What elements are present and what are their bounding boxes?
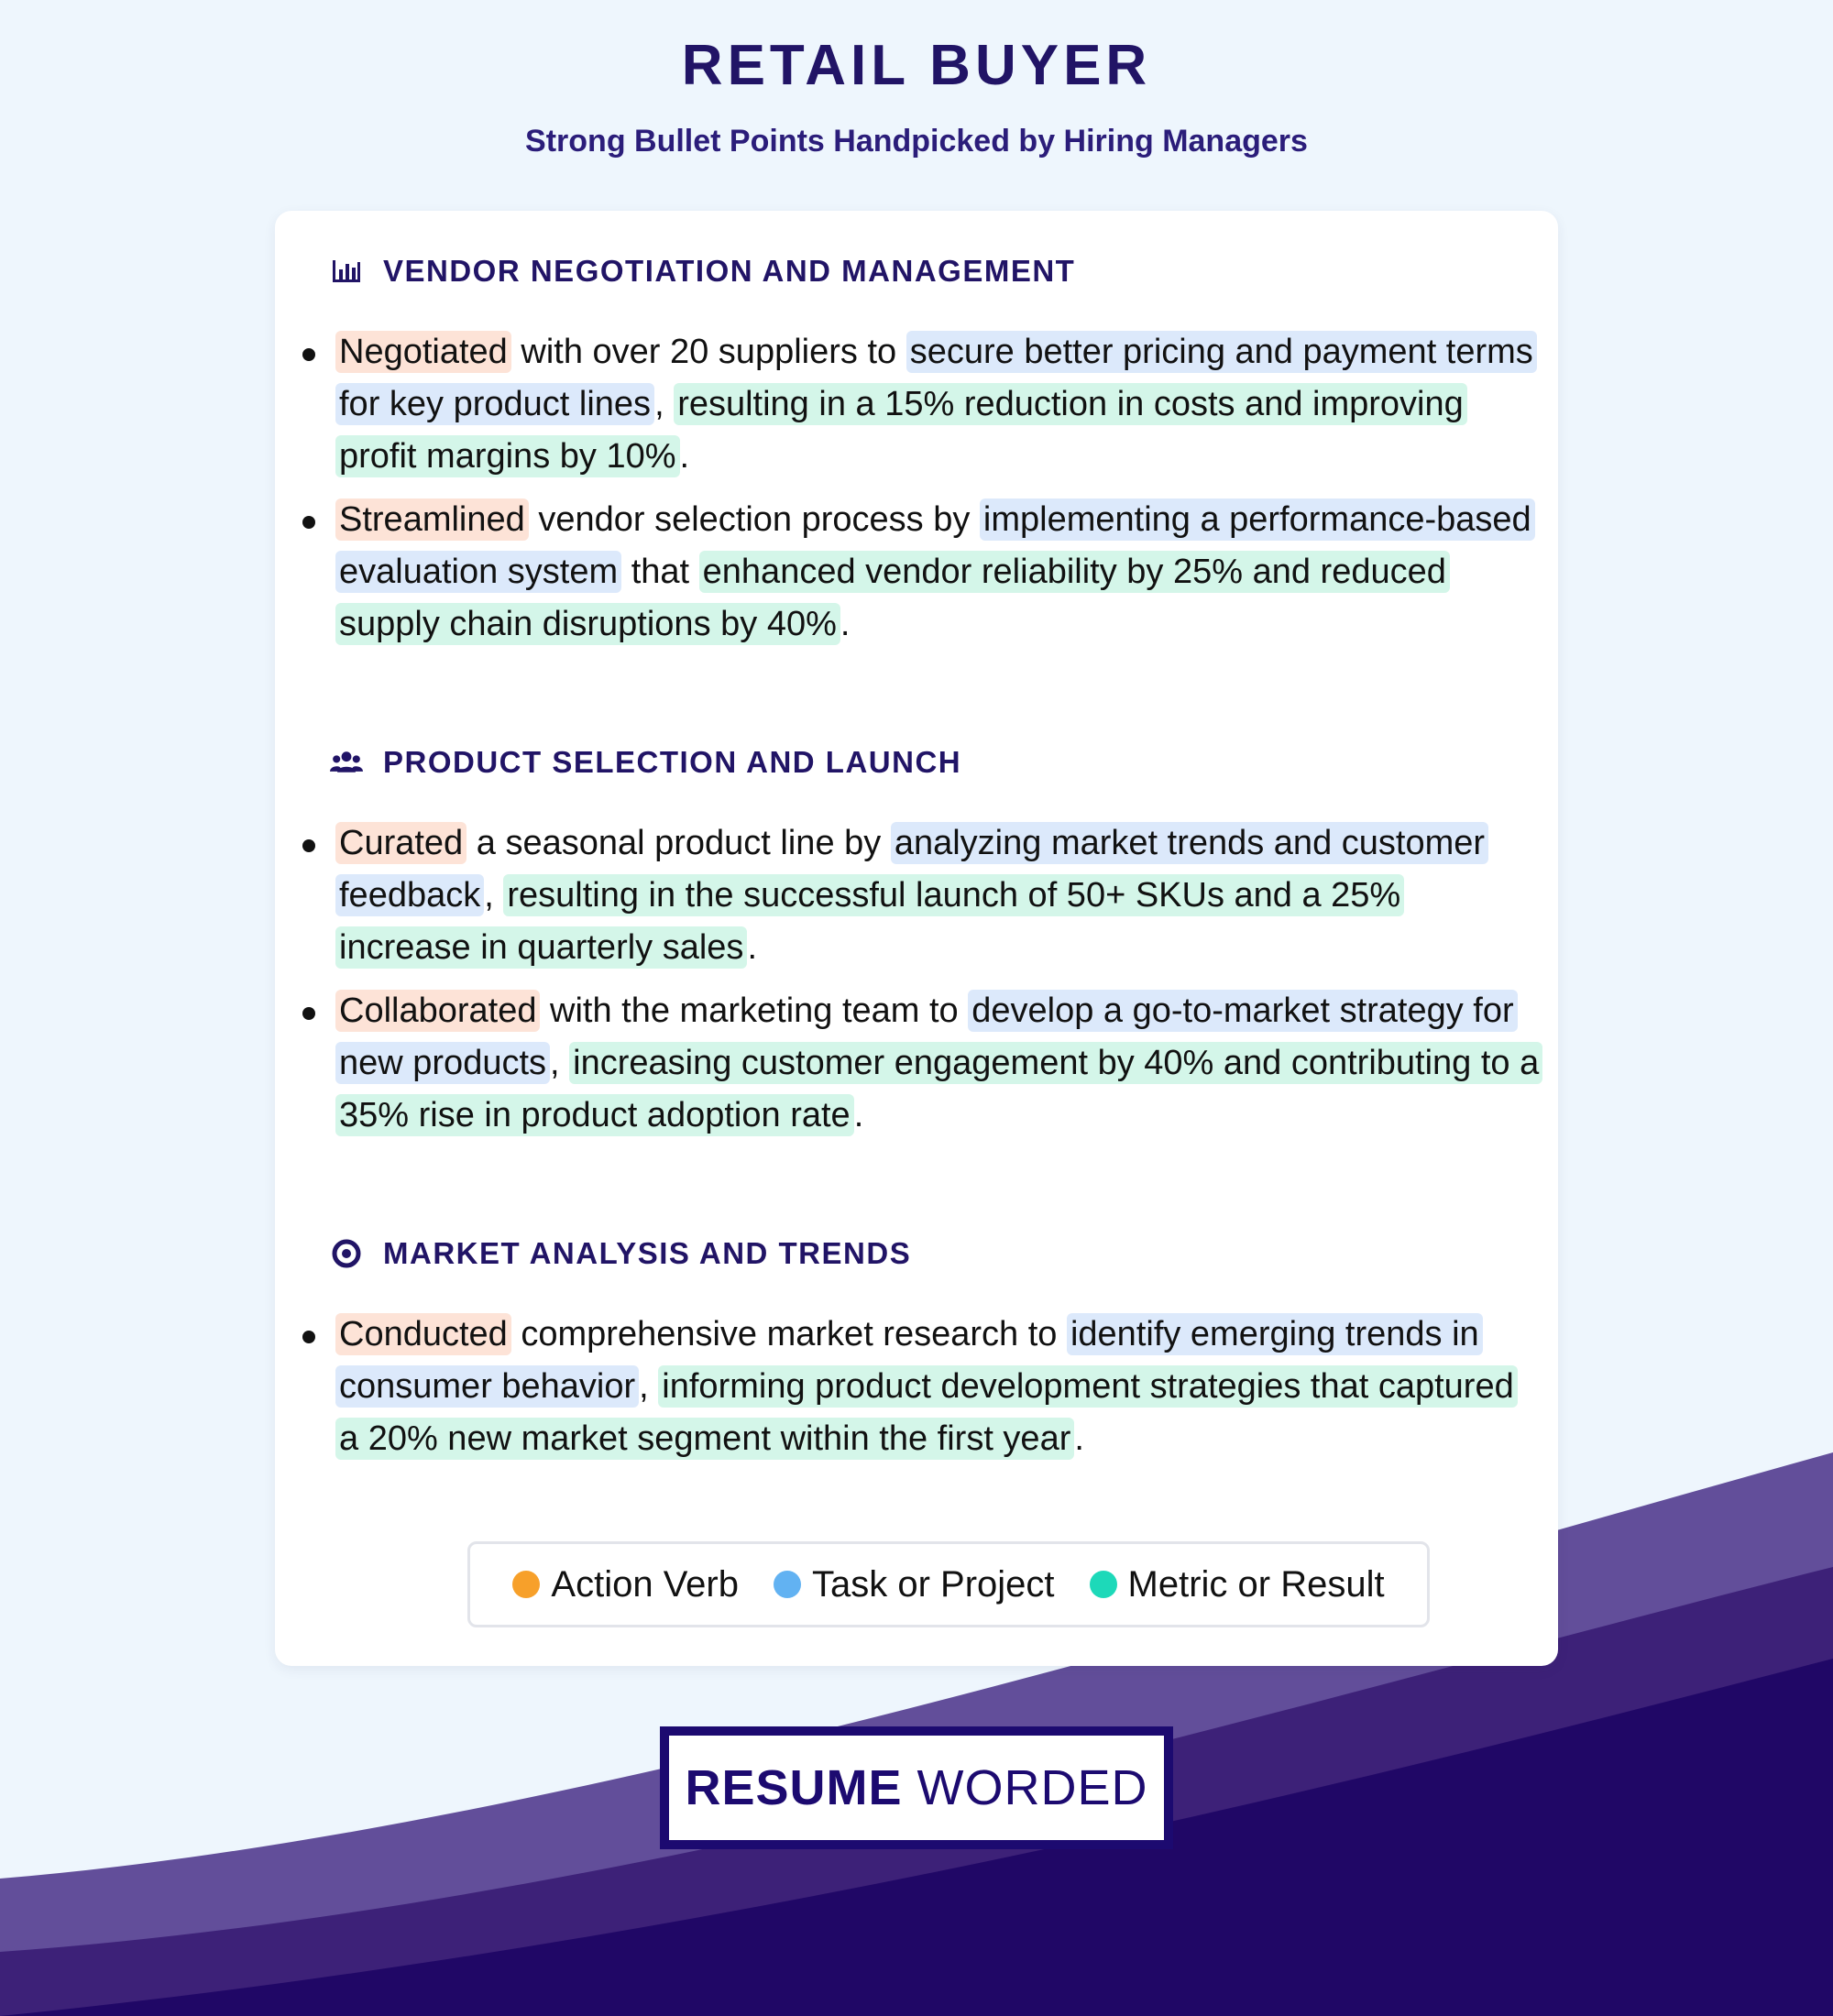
bullet-text: with the marketing team to	[540, 992, 969, 1030]
section-title: PRODUCT SELECTION AND LAUNCH	[383, 745, 962, 779]
page-title: RETAIL BUYER	[681, 34, 1152, 97]
list-item	[275, 494, 1558, 651]
action-verb: Streamlined	[335, 499, 529, 541]
section-header	[330, 253, 1075, 290]
logo-light-text: WORDED	[916, 1760, 1148, 1815]
action-verb: Collaborated	[335, 990, 540, 1032]
metric-or-result: resulting in the successful launch of 50+ SKUs and a 25% increase in quarterly sales	[335, 874, 1404, 969]
bullet-text: ,	[654, 385, 675, 423]
action-verb: Conducted	[335, 1313, 511, 1355]
section-header	[330, 1235, 911, 1272]
orange-dot-icon	[512, 1571, 540, 1598]
bullet-text: that	[621, 553, 699, 591]
section-title: VENDOR NEGOTIATION AND MANAGEMENT	[383, 254, 1076, 288]
bullet-list	[275, 326, 1558, 662]
task-or-project: develop a go-to-market strategy for new products	[335, 990, 1518, 1084]
action-verb: Negotiated	[335, 331, 511, 373]
bullet-list	[275, 1309, 1558, 1476]
bullet-text: ,	[639, 1367, 659, 1406]
teal-dot-icon	[1090, 1571, 1117, 1598]
bullet-end: .	[679, 437, 690, 476]
bullet-end: .	[853, 1096, 864, 1134]
highlight-legend	[467, 1541, 1430, 1627]
task-or-project: secure better pricing and payment terms for key product lines	[335, 331, 1537, 425]
section-title: MARKET ANALYSIS AND TRENDS	[383, 1236, 912, 1270]
metric-or-result: resulting in a 15% reduction in costs and improving profit margins by 10%	[335, 383, 1467, 477]
target-circle-icon	[330, 1237, 363, 1270]
users-icon	[330, 746, 363, 779]
list-item	[275, 817, 1558, 974]
list-item	[275, 1309, 1558, 1465]
metric-or-result: informing product development strategies that captured a 20% new market segment within the first year	[335, 1365, 1518, 1460]
task-or-project: identify emerging trends in consumer behavior	[335, 1313, 1483, 1408]
bullet-text: comprehensive market research to	[510, 1315, 1067, 1353]
legend-label: Action Verb	[551, 1563, 739, 1605]
task-or-project: implementing a performance-based evaluation system	[335, 499, 1535, 593]
bullet-end: .	[747, 928, 757, 967]
bullet-end: .	[840, 605, 851, 643]
logo-bold-text: RESUME	[685, 1760, 903, 1815]
legend-item-task	[774, 1564, 1055, 1605]
legend-item-metric	[1090, 1564, 1385, 1605]
legend-item-action	[512, 1564, 739, 1605]
bullet-text: ,	[550, 1044, 570, 1082]
metric-or-result: enhanced vendor reliability by 25% and reduced supply chain disruptions by 40%	[335, 551, 1450, 645]
bullet-text: vendor selection process by	[528, 500, 980, 539]
legend-label: Metric or Result	[1127, 1563, 1385, 1605]
bullet-text: ,	[484, 876, 504, 915]
page-header	[0, 27, 1833, 159]
bullet-end: .	[1074, 1419, 1084, 1458]
bullet-text: a seasonal product line by	[466, 824, 891, 862]
metric-or-result: increasing customer engagement by 40% and contributing to a 35% rise in product adoption rate	[335, 1042, 1542, 1136]
bar-chart-icon	[330, 255, 363, 288]
action-verb: Curated	[335, 822, 466, 864]
list-item	[275, 326, 1558, 483]
section-header	[330, 744, 961, 781]
page-subtitle: Strong Bullet Points Handpicked by Hiring Managers	[525, 124, 1308, 159]
bullet-list	[275, 817, 1558, 1153]
bullet-points-card	[275, 211, 1558, 1666]
resume-worded-logo[interactable]	[660, 1726, 1173, 1849]
bullet-text: with over 20 suppliers to	[510, 333, 906, 371]
blue-dot-icon	[774, 1571, 801, 1598]
legend-label: Task or Project	[811, 1563, 1055, 1605]
list-item	[275, 985, 1558, 1142]
task-or-project: analyzing market trends and customer feedback	[335, 822, 1488, 916]
